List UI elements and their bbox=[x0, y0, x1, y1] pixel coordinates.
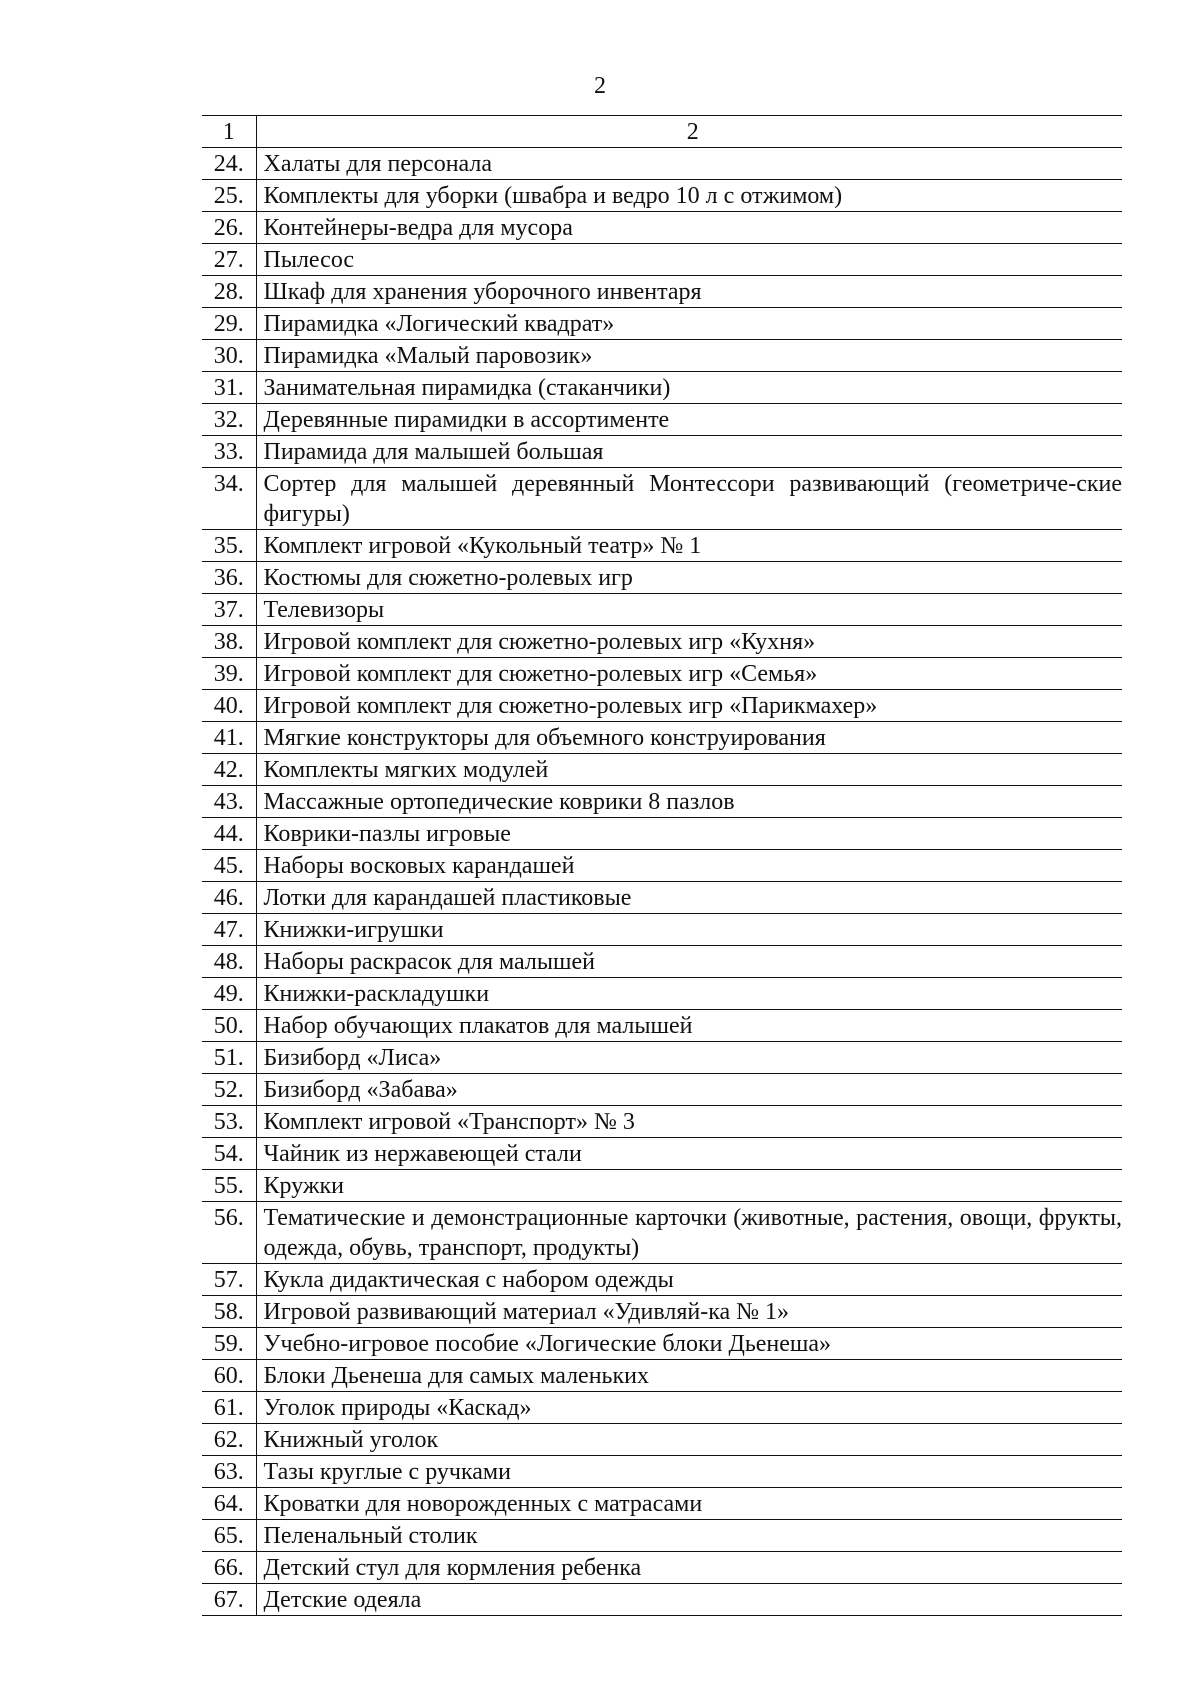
table-row bbox=[202, 276, 1122, 308]
table-row bbox=[202, 1202, 1122, 1264]
item-name: Тазы круглые с ручками bbox=[256, 1456, 1122, 1488]
item-name: Коврики-пазлы игровые bbox=[256, 818, 1122, 850]
table-row bbox=[202, 658, 1122, 690]
row-number: 56. bbox=[202, 1202, 256, 1264]
row-number: 35. bbox=[202, 530, 256, 562]
item-name: Тематические и демонстрационные карточки (животные, растения, овощи, фрукты, одежда, обувь, транспорт, продукты) bbox=[256, 1202, 1122, 1264]
row-number: 39. bbox=[202, 658, 256, 690]
row-number: 28. bbox=[202, 276, 256, 308]
table-row bbox=[202, 754, 1122, 786]
table-row bbox=[202, 882, 1122, 914]
row-number: 34. bbox=[202, 468, 256, 530]
table-row bbox=[202, 1074, 1122, 1106]
table-row bbox=[202, 1456, 1122, 1488]
table-row bbox=[202, 1138, 1122, 1170]
item-name: Игровой комплект для сюжетно-ролевых игр «Парикмахер» bbox=[256, 690, 1122, 722]
item-name: Телевизоры bbox=[256, 594, 1122, 626]
row-number: 51. bbox=[202, 1042, 256, 1074]
row-number: 62. bbox=[202, 1424, 256, 1456]
row-number: 63. bbox=[202, 1456, 256, 1488]
item-name: Сортер для малышей деревянный Монтессори развивающий (геометриче-ские фигуры) bbox=[256, 468, 1122, 530]
row-number: 50. bbox=[202, 1010, 256, 1042]
table-row bbox=[202, 946, 1122, 978]
item-name: Бизиборд «Забава» bbox=[256, 1074, 1122, 1106]
item-name: Комплект игровой «Транспорт» № 3 bbox=[256, 1106, 1122, 1138]
item-name: Занимательная пирамидка (стаканчики) bbox=[256, 372, 1122, 404]
item-name: Шкаф для хранения уборочного инвентаря bbox=[256, 276, 1122, 308]
page-number: 2 bbox=[594, 73, 606, 99]
row-number: 49. bbox=[202, 978, 256, 1010]
table-row bbox=[202, 1520, 1122, 1552]
row-number: 61. bbox=[202, 1392, 256, 1424]
table-row bbox=[202, 1010, 1122, 1042]
item-name: Книжный уголок bbox=[256, 1424, 1122, 1456]
item-name: Бизиборд «Лиса» bbox=[256, 1042, 1122, 1074]
table-row bbox=[202, 1042, 1122, 1074]
item-name: Детские одеяла bbox=[256, 1584, 1122, 1616]
table-row bbox=[202, 690, 1122, 722]
row-number: 65. bbox=[202, 1520, 256, 1552]
row-number: 43. bbox=[202, 786, 256, 818]
item-name: Халаты для персонала bbox=[256, 148, 1122, 180]
table-row bbox=[202, 626, 1122, 658]
item-name: Игровой комплект для сюжетно-ролевых игр «Семья» bbox=[256, 658, 1122, 690]
table-row bbox=[202, 436, 1122, 468]
table-row bbox=[202, 1392, 1122, 1424]
row-number: 42. bbox=[202, 754, 256, 786]
item-name: Наборы раскрасок для малышей bbox=[256, 946, 1122, 978]
item-name: Деревянные пирамидки в ассортименте bbox=[256, 404, 1122, 436]
item-name: Кружки bbox=[256, 1170, 1122, 1202]
row-number: 52. bbox=[202, 1074, 256, 1106]
item-name: Набор обучающих плакатов для малышей bbox=[256, 1010, 1122, 1042]
table-row bbox=[202, 212, 1122, 244]
row-number: 67. bbox=[202, 1584, 256, 1616]
row-number: 38. bbox=[202, 626, 256, 658]
item-name: Уголок природы «Каскад» bbox=[256, 1392, 1122, 1424]
table-row bbox=[202, 1424, 1122, 1456]
table-row bbox=[202, 786, 1122, 818]
row-number: 57. bbox=[202, 1264, 256, 1296]
table-row bbox=[202, 1264, 1122, 1296]
table-row bbox=[202, 530, 1122, 562]
row-number: 53. bbox=[202, 1106, 256, 1138]
item-name: Мягкие конструкторы для объемного конструирования bbox=[256, 722, 1122, 754]
item-name: Комплекты для уборки (швабра и ведро 10 л с отжимом) bbox=[256, 180, 1122, 212]
item-name: Массажные ортопедические коврики 8 пазлов bbox=[256, 786, 1122, 818]
table-row bbox=[202, 562, 1122, 594]
table-row bbox=[202, 404, 1122, 436]
table-row bbox=[202, 1296, 1122, 1328]
row-number: 45. bbox=[202, 850, 256, 882]
row-number: 31. bbox=[202, 372, 256, 404]
item-name: Игровой комплект для сюжетно-ролевых игр «Кухня» bbox=[256, 626, 1122, 658]
row-number: 32. bbox=[202, 404, 256, 436]
table-row bbox=[202, 1360, 1122, 1392]
item-name: Чайник из нержавеющей стали bbox=[256, 1138, 1122, 1170]
row-number: 36. bbox=[202, 562, 256, 594]
item-name: Учебно-игровое пособие «Логические блоки Дьенеша» bbox=[256, 1328, 1122, 1360]
row-number: 29. bbox=[202, 308, 256, 340]
row-number: 64. bbox=[202, 1488, 256, 1520]
table-row bbox=[202, 148, 1122, 180]
item-name: Блоки Дьенеша для самых маленьких bbox=[256, 1360, 1122, 1392]
item-name: Пирамидка «Логический квадрат» bbox=[256, 308, 1122, 340]
item-name: Кроватки для новорожденных с матрасами bbox=[256, 1488, 1122, 1520]
row-number: 40. bbox=[202, 690, 256, 722]
table-row bbox=[202, 1552, 1122, 1584]
item-name: Пылесос bbox=[256, 244, 1122, 276]
item-name: Комплект игровой «Кукольный театр» № 1 bbox=[256, 530, 1122, 562]
item-name: Лотки для карандашей пластиковые bbox=[256, 882, 1122, 914]
item-name: Костюмы для сюжетно-ролевых игр bbox=[256, 562, 1122, 594]
table-row bbox=[202, 914, 1122, 946]
item-name: Кукла дидактическая с набором одежды bbox=[256, 1264, 1122, 1296]
item-name: Наборы восковых карандашей bbox=[256, 850, 1122, 882]
table-row bbox=[202, 180, 1122, 212]
row-number: 55. bbox=[202, 1170, 256, 1202]
table-row bbox=[202, 1584, 1122, 1616]
table-row bbox=[202, 722, 1122, 754]
row-number: 47. bbox=[202, 914, 256, 946]
table-row bbox=[202, 1328, 1122, 1360]
item-name: Контейнеры-ведра для мусора bbox=[256, 212, 1122, 244]
row-number: 24. bbox=[202, 148, 256, 180]
row-number: 44. bbox=[202, 818, 256, 850]
table-row bbox=[202, 594, 1122, 626]
table-row bbox=[202, 1106, 1122, 1138]
row-number: 46. bbox=[202, 882, 256, 914]
row-number: 54. bbox=[202, 1138, 256, 1170]
row-number: 48. bbox=[202, 946, 256, 978]
item-name: Комплекты мягких модулей bbox=[256, 754, 1122, 786]
row-number: 25. bbox=[202, 180, 256, 212]
table-row bbox=[202, 850, 1122, 882]
row-number: 26. bbox=[202, 212, 256, 244]
table-row bbox=[202, 468, 1122, 530]
item-name: Пирамидка «Малый паровозик» bbox=[256, 340, 1122, 372]
row-number: 37. bbox=[202, 594, 256, 626]
item-name: Игровой развивающий материал «Удивляй-ка № 1» bbox=[256, 1296, 1122, 1328]
table-row bbox=[202, 372, 1122, 404]
item-name: Детский стул для кормления ребенка bbox=[256, 1552, 1122, 1584]
table-body bbox=[202, 148, 1122, 1616]
row-number: 27. bbox=[202, 244, 256, 276]
header-col-number: 1 bbox=[202, 116, 256, 148]
table-row bbox=[202, 818, 1122, 850]
row-number: 30. bbox=[202, 340, 256, 372]
table-row bbox=[202, 978, 1122, 1010]
row-number: 59. bbox=[202, 1328, 256, 1360]
item-name: Пеленальный столик bbox=[256, 1520, 1122, 1552]
row-number: 58. bbox=[202, 1296, 256, 1328]
item-name: Книжки-игрушки bbox=[256, 914, 1122, 946]
table-header-row bbox=[202, 116, 1122, 148]
table-row bbox=[202, 308, 1122, 340]
row-number: 60. bbox=[202, 1360, 256, 1392]
table-row bbox=[202, 1170, 1122, 1202]
item-name: Книжки-раскладушки bbox=[256, 978, 1122, 1010]
table-row bbox=[202, 340, 1122, 372]
row-number: 66. bbox=[202, 1552, 256, 1584]
table-row bbox=[202, 244, 1122, 276]
item-name: Пирамида для малышей большая bbox=[256, 436, 1122, 468]
row-number: 41. bbox=[202, 722, 256, 754]
items-table bbox=[202, 115, 1122, 1616]
table-row bbox=[202, 1488, 1122, 1520]
header-col-name: 2 bbox=[256, 116, 1122, 148]
row-number: 33. bbox=[202, 436, 256, 468]
